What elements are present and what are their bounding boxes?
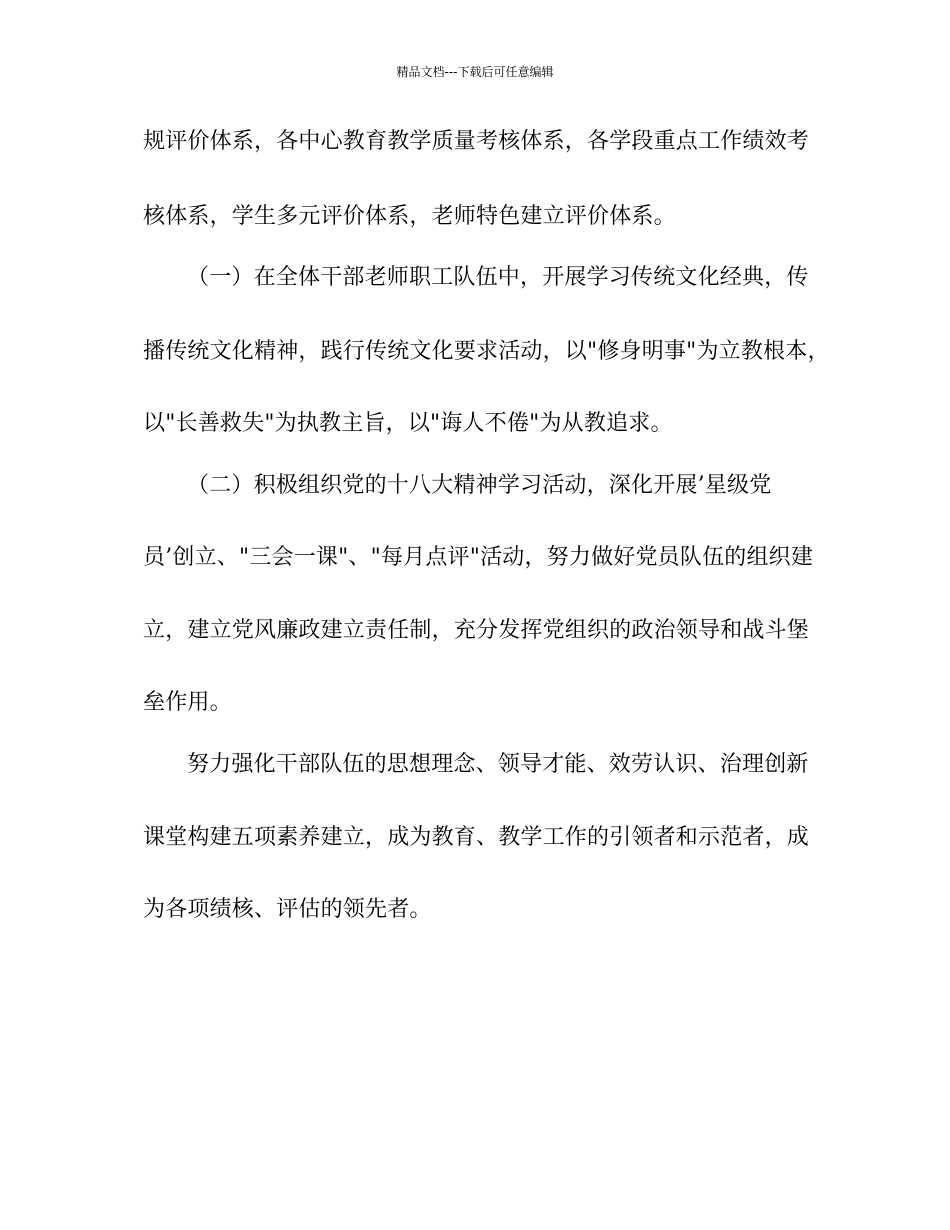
- body-line: 播传统文化精神，践行传统文化要求活动，以"修身明事"为立教根本，: [143, 339, 830, 364]
- body-line: （一）在全体干部老师职工队伍中，开展学习传统文化经典，传: [187, 265, 809, 290]
- body-line: 立，建立党风廉政建立责任制，充分发挥党组织的政治领导和战斗堡: [143, 618, 810, 643]
- page-header: 精品文档---下载后可任意编辑: [396, 65, 554, 79]
- body-line: 以"长善救失"为执教主旨，以"诲人不倦"为从教追求。: [143, 411, 673, 436]
- body-line: 课堂构建五项素养建立，成为教育、教学工作的引领者和示范者，成: [143, 825, 810, 850]
- body-line: 员’创立、"三会一课"、"每月点评"活动，努力做好党员队伍的组织建: [143, 545, 814, 570]
- body-line: 垒作用。: [143, 690, 232, 715]
- body-line: （二）积极组织党的十八大精神学习活动，深化开展’星级党: [187, 473, 772, 498]
- body-line: 规评价体系，各中心教育教学质量考核体系，各学段重点工作绩效考: [143, 129, 810, 154]
- body-line: 为各项绩核、评估的领先者。: [143, 897, 432, 922]
- body-line: 努力强化干部队伍的思想理念、领导才能、效劳认识、治理创新: [187, 752, 809, 777]
- body-line: 核体系，学生多元评价体系，老师特色建立评价体系。: [143, 204, 676, 229]
